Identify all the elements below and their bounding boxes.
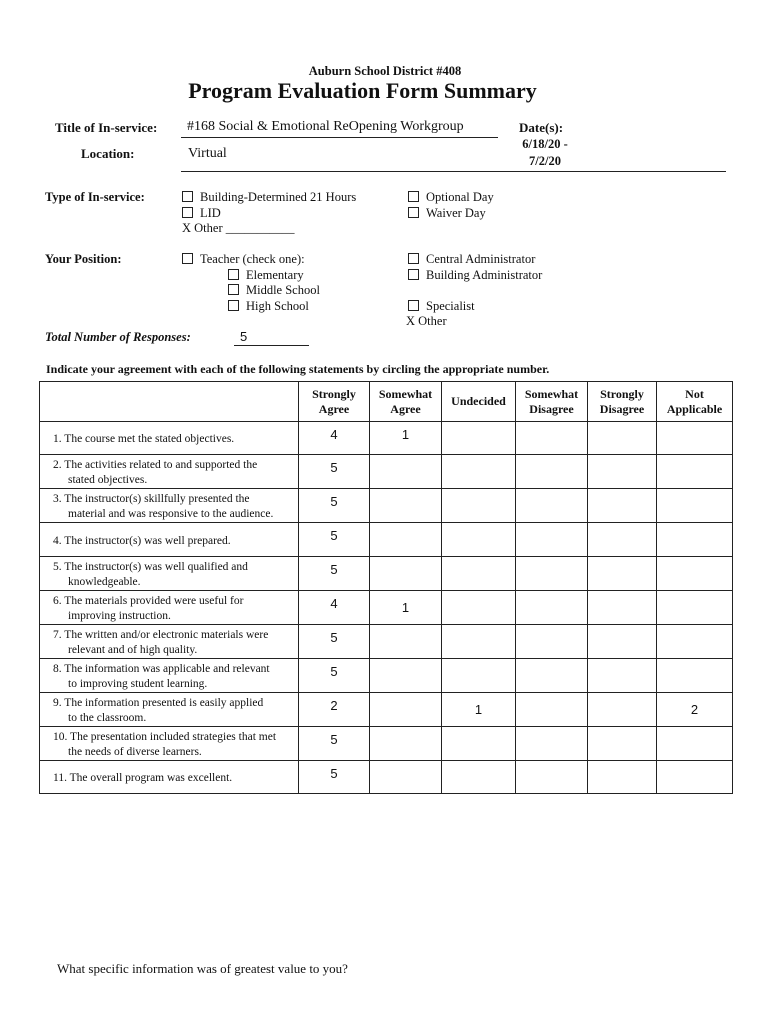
response-count-cell: 2 [299,693,370,727]
inservice-underline [181,137,498,138]
response-count-cell: 1 [370,422,442,455]
option-label: Teacher (check one): [200,252,305,266]
response-count-cell [657,625,733,659]
responses-value: 5 [240,329,248,344]
col-header-undecided: Undecided [442,382,516,422]
response-count-cell [442,761,516,794]
option-waiver-day[interactable] [408,206,486,221]
option-lid[interactable] [182,206,221,221]
col-header-strongly-agree: Strongly Agree [299,382,370,422]
response-count-cell: 5 [299,455,370,489]
position-building-admin[interactable] [408,268,542,283]
statement-text-cont: knowledgeable. [68,576,141,588]
statement-text-cont: to improving student learning. [68,678,208,690]
response-count-cell [588,455,657,489]
response-count-cell [516,422,588,455]
response-count-cell [657,557,733,591]
position-label: Your Position: [45,252,122,266]
response-count-cell [657,523,733,557]
response-count-cell [588,625,657,659]
statement-text: 8. The information was applicable and relevant [53,663,270,675]
response-count-cell [516,557,588,591]
response-count-cell [588,557,657,591]
checkbox-icon [408,253,419,264]
option-label: Central Administrator [426,252,536,266]
statement-text-cont: to the classroom. [68,712,147,724]
response-count-cell [516,523,588,557]
statement-cell [40,557,299,591]
statement-text: 10. The presentation included strategies that met [53,731,277,743]
table-row [40,523,733,557]
response-count-cell: 5 [299,659,370,693]
response-count-cell [516,761,588,794]
table-row [40,761,733,794]
statement-text-cont: material and was responsive to the audience. [68,508,274,520]
statement-text-cont: stated objectives. [68,474,148,486]
position-other[interactable] [406,314,447,329]
response-count-cell [370,727,442,761]
option-label: Optional Day [426,190,494,204]
response-count-cell [588,693,657,727]
response-count-cell [442,727,516,761]
response-count-cell [657,489,733,523]
response-count-cell [442,523,516,557]
response-count-cell: 1 [370,591,442,625]
statement-cell [40,591,299,625]
option-label: X Other ___________ [182,221,295,235]
option-building-determined[interactable] [182,190,356,205]
statement-text: 2. The activities related to and supported the [53,459,258,471]
table-row [40,455,733,489]
response-count-cell: 4 [299,422,370,455]
statement-text: 5. The instructor(s) was well qualified and [53,561,248,573]
statement-text: 1. The course met the stated objectives. [53,433,235,445]
response-count-cell [370,625,442,659]
table-row [40,693,733,727]
option-label: Middle School [246,283,320,297]
response-count-cell [370,659,442,693]
statement-cell [40,659,299,693]
col-header-strongly-disagree: Strongly Disagree [588,382,657,422]
response-count-cell [588,659,657,693]
position-middle-school[interactable] [228,283,320,298]
checkbox-icon [228,300,239,311]
response-count-cell [370,761,442,794]
response-count-cell: 1 [442,693,516,727]
dates-line1: 6/18/20 - [522,137,568,151]
response-count-cell [516,659,588,693]
checkbox-icon [182,253,193,264]
statement-text-cont: the needs of diverse learners. [68,746,202,758]
response-count-cell [442,625,516,659]
checkbox-icon [228,284,239,295]
option-label: X Other [406,314,447,328]
statement-text: 4. The instructor(s) was well prepared. [53,534,231,547]
table-row [40,625,733,659]
table-row [40,727,733,761]
inservice-label: Title of In-service: [55,120,158,135]
checkbox-icon [408,207,419,218]
response-count-cell: 5 [299,727,370,761]
table-row [40,591,733,625]
position-teacher[interactable] [182,252,305,267]
checkbox-icon [408,269,419,280]
response-count-cell [442,455,516,489]
location-label: Location: [81,146,135,161]
option-label: High School [246,299,309,313]
statement-text: 7. The written and/or electronic materials were [53,629,269,641]
response-count-cell [370,693,442,727]
response-count-cell [657,659,733,693]
col-header-somewhat-agree: Somewhat Agree [370,382,442,422]
checkbox-icon [408,300,419,311]
response-count-cell [370,557,442,591]
page-title: Program Evaluation Form Summary [188,78,537,103]
option-label: Building Administrator [426,268,543,282]
statement-cell [40,455,299,489]
checkbox-icon [228,269,239,280]
statement-cell [40,727,299,761]
option-label: Elementary [246,268,304,282]
statement-header [40,382,299,422]
col-header-somewhat-disagree: Somewhat Disagree [516,382,588,422]
table-row [40,489,733,523]
response-count-cell [657,591,733,625]
checkbox-icon [182,191,193,202]
option-label: Specialist [426,299,475,313]
responses-underline [234,345,309,346]
statement-text: 11. The overall program was excellent. [53,772,233,784]
statement-text-cont: improving instruction. [68,610,171,622]
inservice-value: #168 Social & Emotional ReOpening Workgroup [187,119,464,134]
position-central-admin[interactable] [408,252,535,267]
location-value: Virtual [188,146,227,161]
district-name: Auburn School District #408 [308,64,462,78]
response-count-cell [588,727,657,761]
table-row [40,422,733,455]
response-count-cell [516,489,588,523]
response-count-cell [442,557,516,591]
position-high-school[interactable] [228,299,309,314]
statement-text: 9. The information presented is easily applied [53,697,264,709]
response-count-cell [657,727,733,761]
response-count-cell [657,422,733,455]
dates-line2: 7/2/20 [529,154,561,168]
statement-text-cont: relevant and of high quality. [68,644,198,656]
position-elementary[interactable] [228,268,304,283]
response-count-cell [516,625,588,659]
statement-cell [40,489,299,523]
response-count-cell [516,693,588,727]
response-count-cell [588,523,657,557]
response-count-cell: 5 [299,489,370,523]
response-count-cell: 5 [299,523,370,557]
statement-cell [40,625,299,659]
response-count-cell: 5 [299,625,370,659]
response-count-cell [442,659,516,693]
evaluation-table [39,381,733,794]
response-count-cell: 5 [299,557,370,591]
statement-text: 3. The instructor(s) skillfully presented the [53,493,250,505]
response-count-cell [516,591,588,625]
response-count-cell [657,761,733,794]
response-count-cell [516,455,588,489]
response-count-cell: 2 [657,693,733,727]
response-count-cell [657,455,733,489]
type-label: Type of In-service: [45,190,145,204]
statement-text: 6. The materials provided were useful for [53,595,244,607]
response-count-cell [588,489,657,523]
responses-label: Total Number of Responses: [45,330,191,344]
table-row [40,659,733,693]
col-header-not-applicable: Not Applicable [657,382,733,422]
option-label: Building-Determined 21 Hours [200,190,357,204]
response-count-cell [588,761,657,794]
position-specialist[interactable] [408,299,475,314]
response-count-cell [442,489,516,523]
response-count-cell [370,455,442,489]
location-underline [181,171,726,172]
option-label: LID [200,206,221,220]
statement-cell [40,761,299,794]
response-count-cell [370,523,442,557]
response-count-cell [588,422,657,455]
table-row [40,557,733,591]
response-count-cell [442,591,516,625]
checkbox-icon [182,207,193,218]
response-count-cell [516,727,588,761]
response-count-cell: 4 [299,591,370,625]
statement-cell [40,523,299,557]
response-count-cell [370,489,442,523]
response-count-cell: 5 [299,761,370,794]
dates-label: Date(s): [519,120,564,135]
checkbox-icon [408,191,419,202]
option-other[interactable] [182,221,295,236]
response-count-cell [442,422,516,455]
option-label: Waiver Day [426,206,486,220]
statement-cell [40,693,299,727]
instructions-text: Indicate your agreement with each of the following statements by circling the appropriate number. [46,362,550,376]
table-header-row [40,382,733,422]
footer-question: What specific information was of greatest value to you? [57,961,348,976]
option-optional-day[interactable] [408,190,494,205]
response-count-cell [588,591,657,625]
statement-cell [40,422,299,455]
